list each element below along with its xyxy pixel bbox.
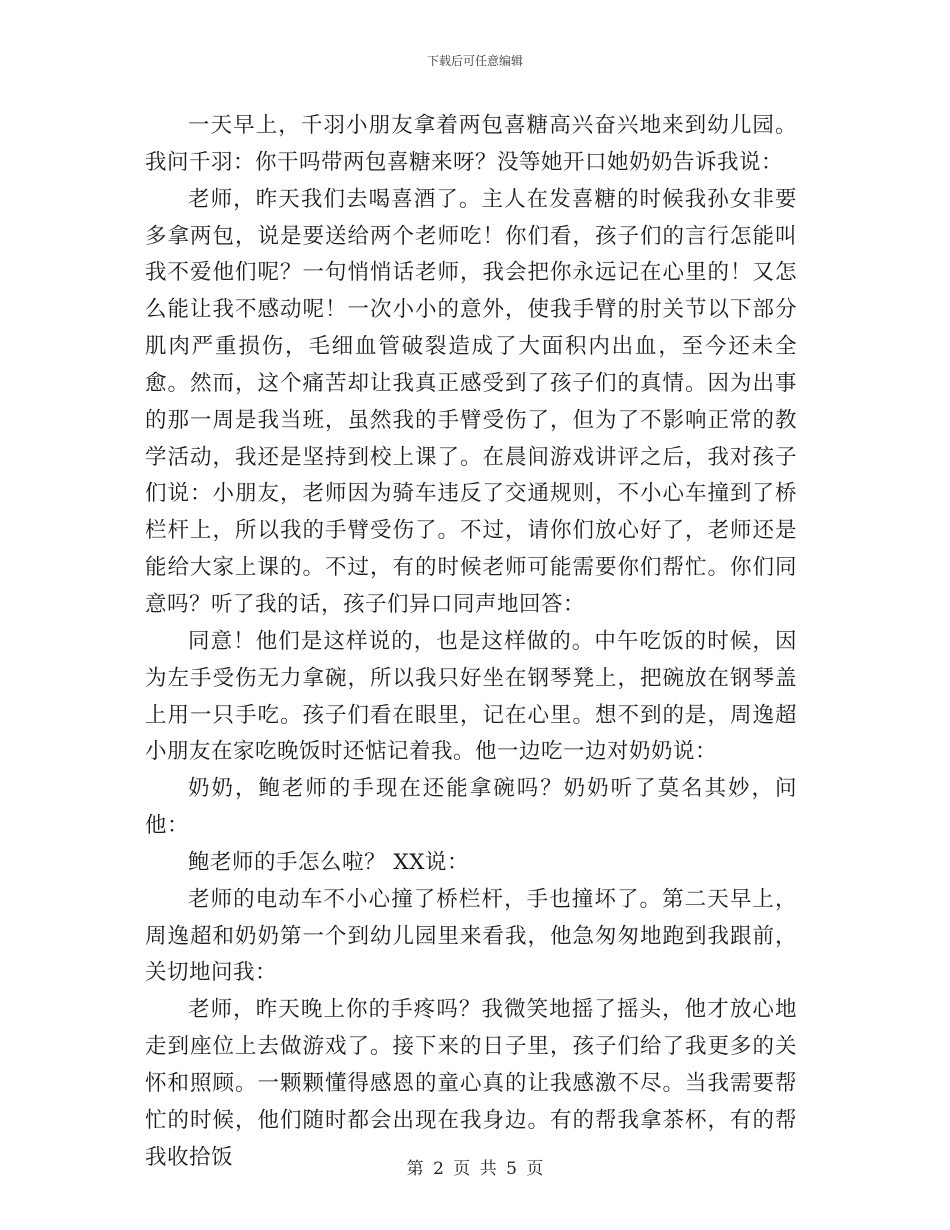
paragraph-1: 一天早上，千羽小朋友拿着两包喜糖高兴奋兴地来到幼儿园。我问千羽：你干吗带两包喜糖来呀？没等她开口她奶奶告诉我说： bbox=[145, 113, 797, 175]
paragraph-2: 老师，昨天我们去喝喜酒了。主人在发喜糖的时候我孙女非要多拿两包，说是要送给两个老师吃！你们看，孩子们的言行怎能叫我不爱他们呢？一句悄悄话老师，我会把你永远记在心里的！又怎么能让我不感动呢！一次小小的意外，使我手臂的肘关节以下部分肌肉严重损伤，毛细血管破裂造成了大面积内出血，至今还未全愈。然而，这个痛苦却让我真正感受到了孩子们的真情。因为出事的那一周是我当班，虽然我的手臂受伤了，但为了不影响正常的教学活动，我还是坚持到校上课了。在晨间游戏讲评之后，我对孩子们说：小朋友，老师因为骑车违反了交通规则，不小心车撞到了桥栏杆上，所以我的手臂受伤了。不过，请你们放心好了，老师还是能给大家上课的。不过，有的时候老师可能需要你们帮忙。你们同意吗？听了我的话，孩子们异口同声地回答： bbox=[145, 186, 797, 617]
paragraph-6: 老师的电动车不小心撞了桥栏杆，手也撞坏了。第二天早上，周逸超和奶奶第一个到幼儿园里来看我，他急匆匆地跑到我跟前，关切地问我： bbox=[145, 886, 797, 986]
body-text bbox=[145, 108, 797, 1176]
page-footer: 第 2 页 共 5 页 bbox=[406, 1159, 544, 1179]
paragraph-4: 奶奶，鲍老师的手现在还能拿碗吗？奶奶听了莫名其妙，问他： bbox=[145, 776, 797, 839]
paragraph-5: 鲍老师的手怎么啦？ XX说： bbox=[188, 849, 469, 875]
page-header: 下载后可任意编辑 bbox=[426, 54, 523, 68]
paragraph-3: 同意！他们是这样说的，也是这样做的。中午吃饭的时候，因为左手受伤无力拿碗，所以我只好坐在钢琴凳上，把碗放在钢琴盖上用一只手吃。孩子们看在眼里，记在心里。想不到的是，周逸超小朋友在家吃晚饭时还惦记着我。他一边吃一边对奶奶说： bbox=[145, 628, 797, 765]
paragraph-7: 老师，昨天晚上你的手疼吗？我微笑地摇了摇头，他才放心地走到座位上去做游戏了。接下来的日子里，孩子们给了我更多的关怀和照顾。一颗颗懂得感恩的童心真的让我感激不尽。当我需要帮忙的时候，他们随时都会出现在我身边。有的帮我拿茶杯，有的帮我收拾饭 bbox=[145, 997, 797, 1170]
